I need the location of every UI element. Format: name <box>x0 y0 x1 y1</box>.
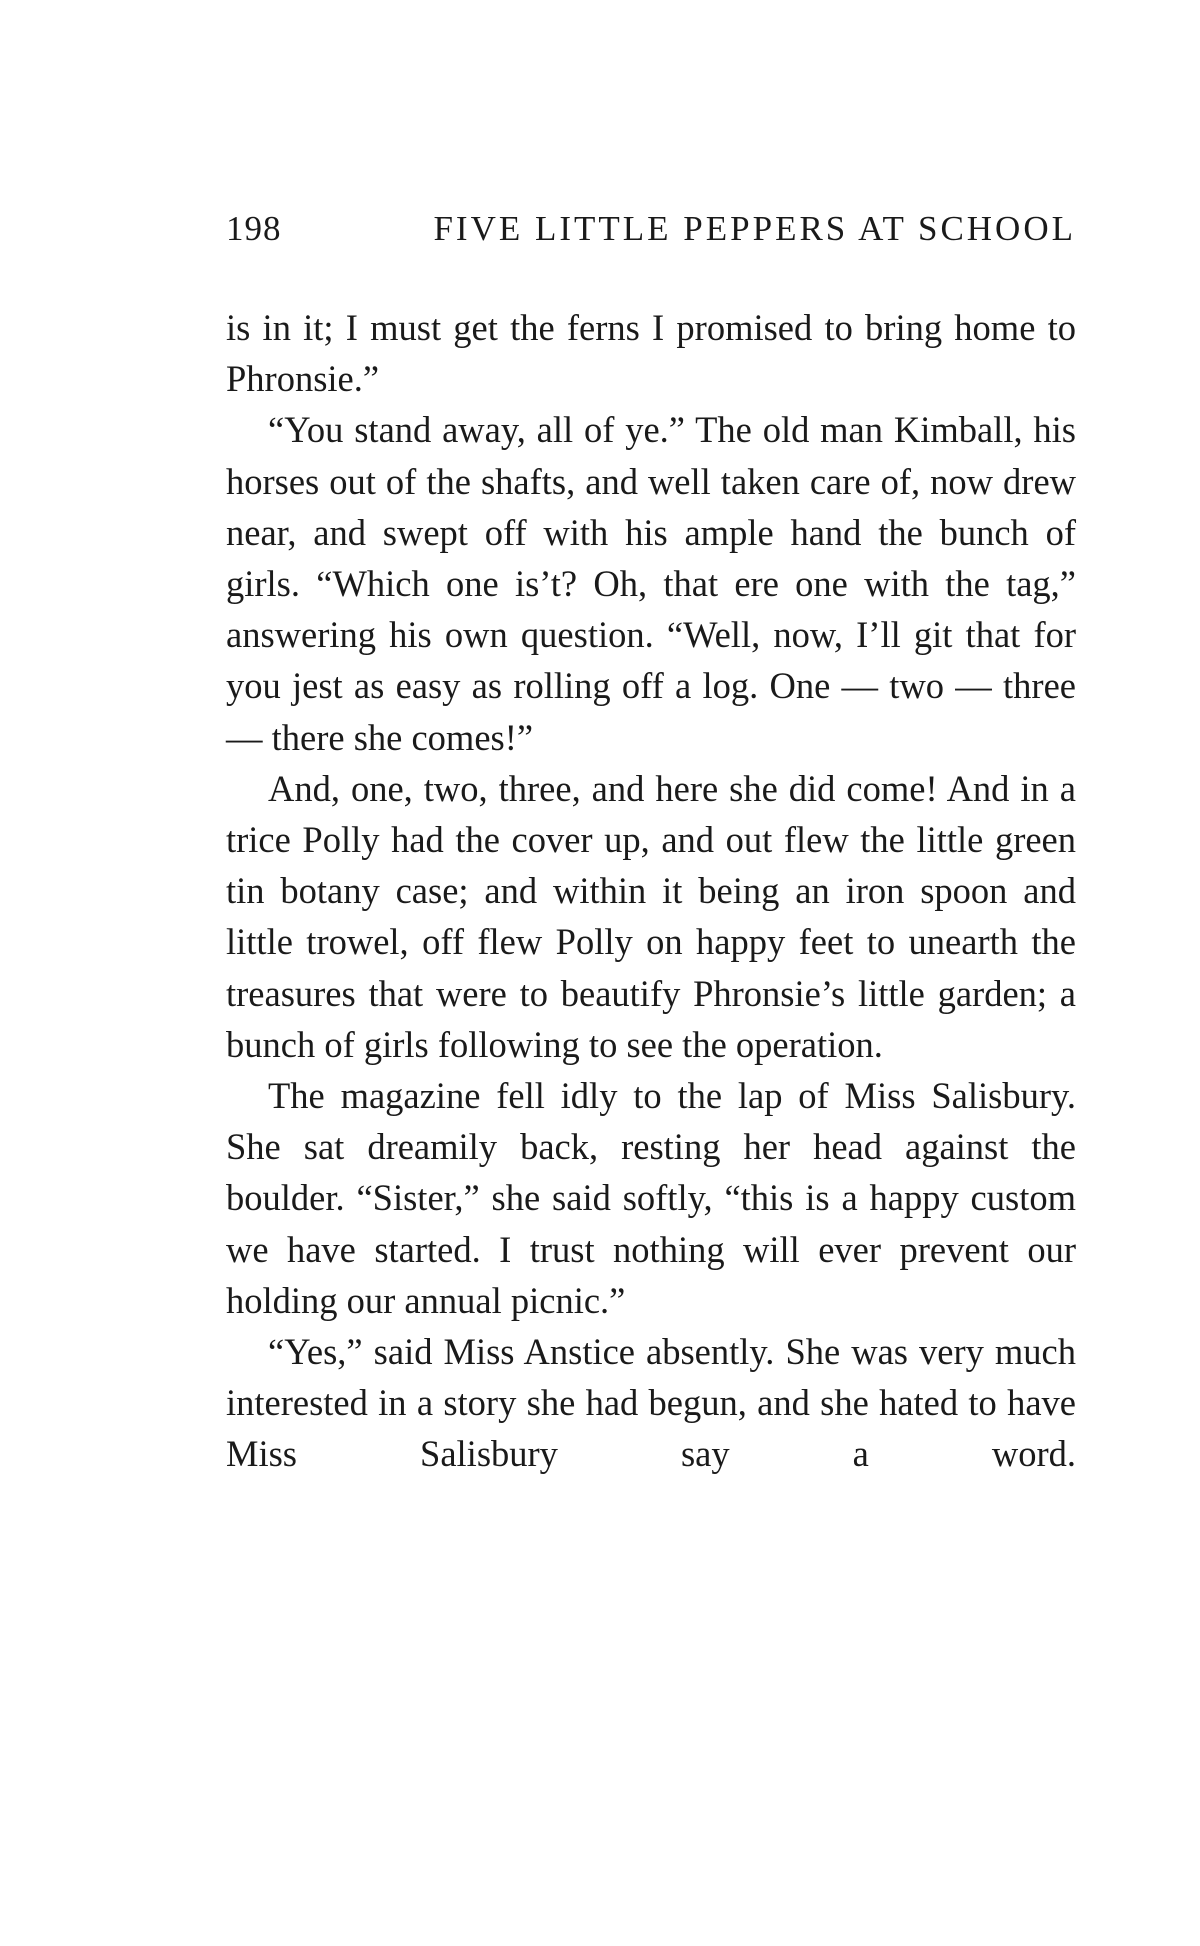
page-number: 198 <box>226 209 282 248</box>
running-title: FIVE LITTLE PEPPERS AT SCHOOL <box>433 209 1076 248</box>
paragraph-continued: is in it; I must get the ferns I promised to bring home to Phronsie.” <box>226 307 1076 400</box>
body-text <box>226 302 1076 1480</box>
paragraph: And, one, two, three, and here she did come! And in a trice Polly had the cover up, and out flew the little green tin botany case; and within it being an iron spoon and little trowel, off flew Polly on happy feet to unearth the treasures that were to beautify Phronsie’s little garden; a bunch of girls following to see the operation. <box>226 767 1076 1065</box>
paragraph: “Yes,” said Miss Anstice absently. She was very much interested in a story she had begun, and she hated to have Miss Salisbury say a word. <box>226 1331 1076 1475</box>
paragraph: “You stand away, all of ye.” The old man Kimball, his horses out of the shafts, and well taken care of, now drew near, and swept off with his ample hand the bunch of girls. “Which one is’t? Oh, that ere one with the tag,” answering his own question. “Well, now, I’ll git that for you jest as easy as rolling off a log. One — two — three — there she comes!” <box>226 409 1076 758</box>
paragraph: The magazine fell idly to the lap of Miss Salisbury. She sat dreamily back, resting her head against the boulder. “Sister,” she said softly, “this is a happy custom we have started. I trust nothing will ever prevent our holding our annual picnic.” <box>226 1075 1076 1321</box>
running-header <box>226 208 1076 250</box>
